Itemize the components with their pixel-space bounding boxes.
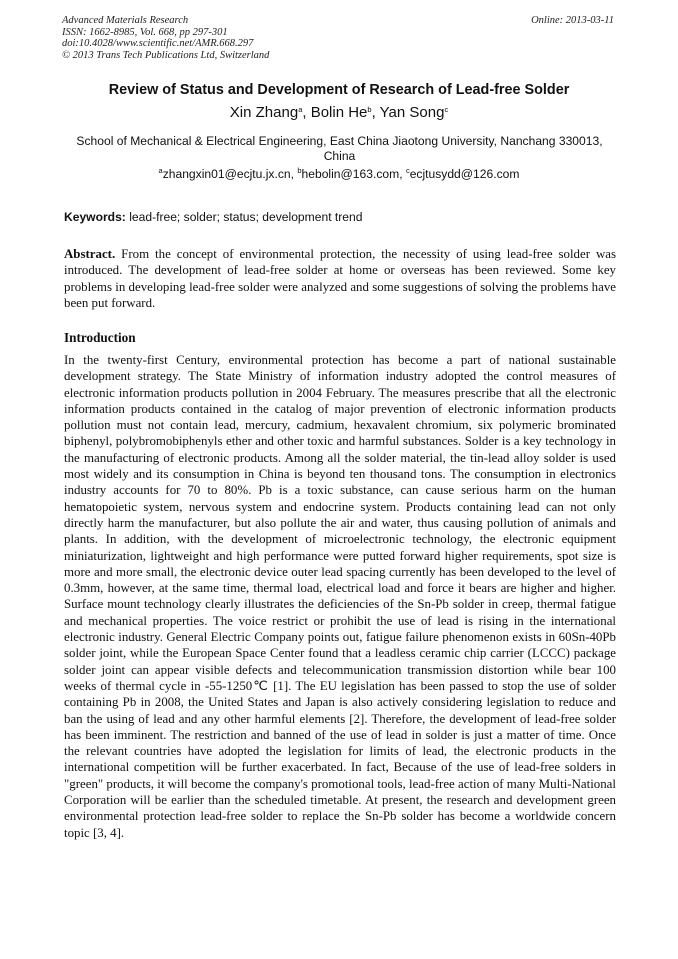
paper-title: Review of Status and Development of Research of Lead-free Solder (108, 82, 570, 98)
journal-issn: ISSN: 1662-8985, Vol. 668, pp 297-301 (62, 26, 228, 38)
journal-header (62, 15, 269, 61)
email-address: ecjtusydd@126.com (409, 167, 520, 181)
journal-copyright: © 2013 Trans Tech Publications Ltd, Switzerland (62, 49, 270, 61)
author-superscript: a (298, 105, 303, 114)
abstract-label: Abstract. (64, 247, 116, 261)
author-name: Xin Zhang (229, 104, 299, 121)
email-separator: , (290, 167, 298, 181)
email-separator: , (399, 167, 406, 181)
author-name: Bolin He (310, 104, 368, 121)
online-date: Online: 2013-03-11 (531, 15, 614, 26)
keywords-label: Keywords: (64, 210, 126, 224)
author-name: Yan Song (379, 104, 445, 121)
email-superscript: c (405, 166, 410, 175)
keywords (64, 210, 362, 224)
keywords-text: lead-free; solder; status; development trend (129, 210, 363, 224)
email-superscript: b (297, 166, 302, 175)
affiliation: School of Mechanical & Electrical Engineering, East China Jiaotong University, Nanchang 330013, China (76, 134, 603, 163)
author-superscript: b (367, 105, 372, 114)
section-heading-introduction: Introduction (64, 330, 136, 345)
email-address: hebolin@163.com (301, 167, 400, 181)
journal-doi: doi:10.4028/www.scientific.net/AMR.668.297 (62, 38, 254, 49)
author-superscript: c (444, 105, 449, 114)
abstract-text: From the concept of environmental protection, the necessity of using lead-free solder was introduced. The development of lead-free solder at home or overseas has been reviewed. Some key problems in developing lead-free solder were analyzed and some suggestions of solving the problems have been put forward. (64, 247, 616, 310)
email-superscript: a (158, 166, 163, 175)
author-separator: , (371, 104, 380, 121)
introduction-paragraph: In the twenty-first Century, environmental protection has become a part of national sustainable development strategy. The State Ministry of information industry adopted the control measures of electronic information products pollution in 2004 February. The measures prescribe that all the electronic information products contained in the catalog of major prevention of electronic information products pollution must not contain lead, mercury, cadmium, hexavalent chromium, six polymeric brominated biphenyl, polybromobiphenyls ether and other toxic and harmful substances. Solder is a key technology in the manufacturing of electronic products. Among all the solder material, the tin-lead alloy solder is used most widely and its consumption in China is beyond ten thousand tons. The consumption in electronics industry accounts for 70 to 80%. Pb is a toxic substance, can cause serious harm on the human hematopoietic system, nervous system and endocrine system. Products containing lead can not only directly harm the manufacturer, but also pollute the air and water, thus causing pollution of animals and plants. In addition, with the development of microelectronic technology, the electronic equipment miniaturization, lightweight and high performance were putted forward higher requirements, spot size is more and more small, the electronic device outer lead spacing currently has been developed to the level of 0.3mm, however, at the same time, thermal load, electrical load and force it bears are higher and higher. Surface mount technology clearly illustrates the deficiencies of the Sn-Pb solder in creep, thermal fatigue and mechanical properties. The voice restrict or prohibit the use of lead is rising in the international electronic industry. General Electric Company points out, fatigue failure phenomenon exists in 60Sn-40Pb solder joint, while the European Space Center found that a leadless ceramic chip carrier (LCCC) package solder joint can appear visible defects and telecommunication transmission distortion while bear 100 weeks of thermal cycle in -55-1250℃ [1]. The EU legislation has been passed to stop the use of solder containing Pb in 2008, the United States and Japan is also actively considering legislation to reduce and ban the using of lead and any other harmful elements [2]. Therefore, the development of lead-free solder has been imminent. The restriction and banned of the use of lead in solder is just a matter of time. Once the relevant countries have adopted the legislation for limits of lead, the electronic products in the international competition will be further exacerbated. In fact, Because of the use of lead-free solders in "green" products, it will become the company's promotional tools, lead-free action of many Multi-National Corporation will be earlier than the scheduled timetable. At present, the research and development green environmental protection lead-free solder to replace the Sn-Pb solder has become a worldwide concern topic [3, 4]. (64, 353, 616, 840)
journal-name: Advanced Materials Research (62, 15, 189, 26)
email-list (0, 167, 678, 181)
author-separator: , (302, 104, 311, 121)
abstract (64, 246, 616, 311)
email-address: zhangxin01@ecjtu.jx.cn (162, 167, 291, 181)
author-list (0, 104, 678, 121)
